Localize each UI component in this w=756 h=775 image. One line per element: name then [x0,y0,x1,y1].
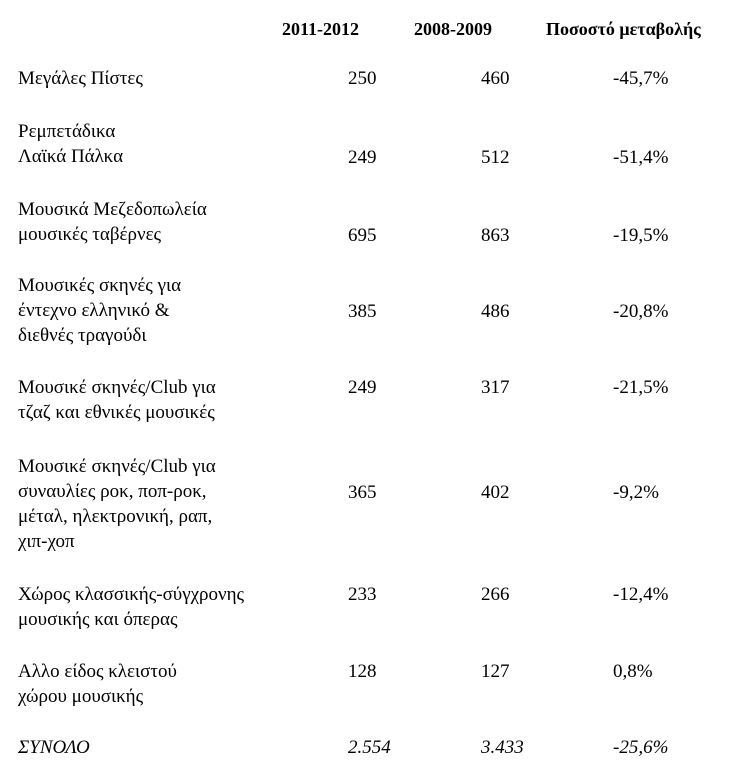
table-row [0,582,756,662]
value-2011-2012: 233 [348,584,377,605]
table-row [0,454,756,552]
row-label: Αλλο είδος κλειστού χώρου μουσικής [18,661,177,707]
value-2008-2009: 863 [481,225,510,246]
table-row [0,273,756,353]
value-2008-2009: 402 [481,482,510,503]
table-row [0,659,756,739]
value-change: 0,8% [613,661,653,682]
total-2011-2012: 2.554 [348,737,391,758]
column-header-change-percent: Ποσοστό μεταβολής [546,19,701,39]
row-label: Μουσικά Μεζεδοπωλεία μουσικές ταβέρνες [18,199,207,245]
value-2008-2009: 512 [481,147,510,168]
value-change: -45,7% [613,68,669,89]
value-change: -12,4% [613,584,669,605]
row-label: Μουσικές σκηνές για έντεχνο ελληνικό & διεθνές τραγούδι [18,275,182,346]
value-change: -21,5% [613,377,669,398]
value-2011-2012: 385 [348,301,377,322]
value-2008-2009: 317 [481,377,510,398]
total-label: ΣΥΝΟΛΟ [18,737,90,758]
row-label: Ρεμπετάδικα Λαϊκά Πάλκα [18,121,124,167]
row-label: Μουσικέ σκηνές/Club για συναυλίες ροκ, ποπ-ροκ, μέταλ, ηλεκτρονική, ραπ, χιπ-χοπ [18,456,216,552]
value-2008-2009: 460 [481,68,510,89]
column-header-2011-2012: 2011-2012 [282,19,360,39]
value-2011-2012: 249 [348,377,377,398]
value-2011-2012: 250 [348,68,377,89]
value-2008-2009: 486 [481,301,510,322]
column-header-2008-2009: 2008-2009 [414,19,492,39]
total-row [0,735,756,765]
value-2011-2012: 365 [348,482,377,503]
value-change: -19,5% [613,225,669,246]
value-change: -9,2% [613,482,659,503]
row-label: Μεγάλες Πίστες [18,68,143,89]
value-2011-2012: 128 [348,661,377,682]
value-2008-2009: 127 [481,661,510,682]
value-2008-2009: 266 [481,584,510,605]
value-change: -20,8% [613,301,669,322]
value-2011-2012: 249 [348,147,377,168]
value-change: -51,4% [613,147,669,168]
table-row [0,375,756,455]
total-2008-2009: 3.433 [481,737,524,758]
row-label: Χώρος κλασσικής-σύγχρονης μουσικής και όπερας [18,584,245,630]
table-row [0,119,756,199]
value-2011-2012: 695 [348,225,377,246]
total-change: -25,6% [613,737,669,758]
row-label: Μουσικέ σκηνές/Club για τζαζ και εθνικές μουσικές [18,377,216,423]
table-row [0,197,756,277]
